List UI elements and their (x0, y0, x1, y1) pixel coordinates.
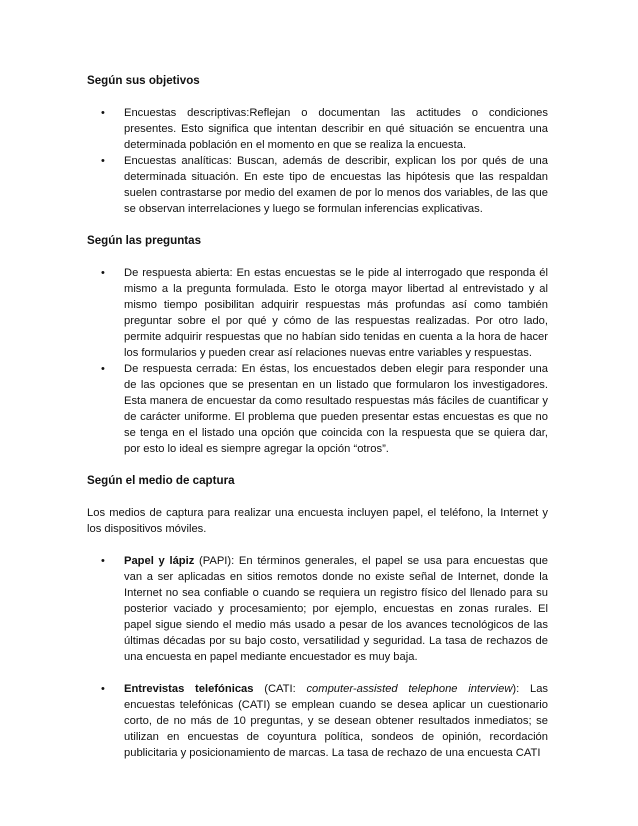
bullet-icon: • (101, 363, 105, 375)
list-item (87, 153, 548, 217)
list-item (87, 105, 548, 153)
bullet-list (87, 105, 548, 217)
term-label: Entrevistas telefónicas (124, 683, 254, 695)
section-heading: Según sus objetivos (87, 74, 200, 87)
bullet-icon: • (101, 155, 105, 167)
list-item (87, 265, 548, 361)
section-objetivos (87, 73, 548, 217)
list-item-text: De respuesta abierta: En estas encuestas se le pide al interrogado que responda él mismo a la pregunta formulada. Esto le otorga mayor libertad al entrevistado y al mismo tiempo posibilitan adquirir respuestas más profundas así como también preguntar sobre el por qué y cómo de las respuestas realizadas. Por otro lado, permite adquirir respuestas que no habían sido tenidas en cuenta a la hora de hacer los formularios y pueden crear así relaciones nuevas entre variables y respuestas. (124, 267, 548, 359)
bullet-icon: • (101, 107, 105, 119)
list-item (87, 361, 548, 457)
bullet-icon: • (101, 267, 105, 279)
intro-paragraph: Los medios de captura para realizar una encuesta incluyen papel, el teléfono, la Internet y los dispositivos móviles. (87, 507, 548, 535)
section-heading: Según las preguntas (87, 234, 202, 247)
list-item-text: De respuesta cerrada: En éstas, los encuestados deben elegir para responder una de las opciones que se presentan en un listado que formularon los investigadores. Esta manera de encuestar da como resultado respuestas más fáciles de cuantificar y de carácter uniforme. El problema que pueden presentar estas encuestas es que no se tenga en el listado una opción que coincida con la respuesta que se quiera dar, por esto lo ideal es siempre agregar la opción “otros”. (124, 363, 548, 455)
term-label: Papel y lápiz (124, 555, 195, 567)
bullet-icon: • (101, 683, 105, 695)
section-preguntas (87, 233, 548, 457)
list-item-text: ): Las encuestas telefónicas (CATI) se emplean cuando se desea aplicar un cuestionario corto, de no más de 10 preguntas, y se desean obtener resultados inmediatos; se utilizan en encuestas de coyuntura política, sondeos de opinión, recordación publicitaria y posicionamiento de marcas. La tasa de rechazo de una encuesta CATI (124, 683, 549, 759)
list-item-papi (87, 553, 548, 665)
bullet-list (87, 265, 548, 457)
section-heading: Según el medio de captura (87, 474, 235, 487)
list-item-text: Encuestas analíticas: Buscan, además de describir, explican los por qués de una determinada situación. En este tipo de encuestas las hipótesis que las respaldan suelen contrastarse por medio del examen de por lo menos dos variables, de las que se observan interrelaciones y luego se formulan inferencias explicativas. (124, 155, 548, 215)
bullet-list (87, 553, 548, 761)
list-item-text: (PAPI): En términos generales, el papel se usa para encuestas que van a ser aplicadas en sitios remotos donde no existe señal de Internet, donde la Internet no sea confiable o cuando se requiera un registro físico del llenado para su posterior vaciado y procesamiento; por ejemplo, encuestas en zonas rurales. El papel sigue siendo el medio más usado a pesar de los avances tecnológicos de las últimas décadas por su bajo costo, versatilidad y seguridad. La tasa de rechazos de una encuesta en papel mediante encuestador es muy baja. (124, 555, 548, 663)
list-item-text: Encuestas descriptivas:Reflejan o documentan las actitudes o condiciones presentes. Esto significa que intentan describir en qué situación se encuentra una determinada población en el momento en que se realiza la encuesta. (124, 107, 548, 151)
list-item-cati (87, 681, 548, 761)
list-item-text: (CATI: (253, 683, 307, 695)
bullet-icon: • (101, 555, 105, 567)
italic-term: computer-assisted telephone interview (306, 683, 513, 695)
section-medio-captura (87, 473, 548, 761)
